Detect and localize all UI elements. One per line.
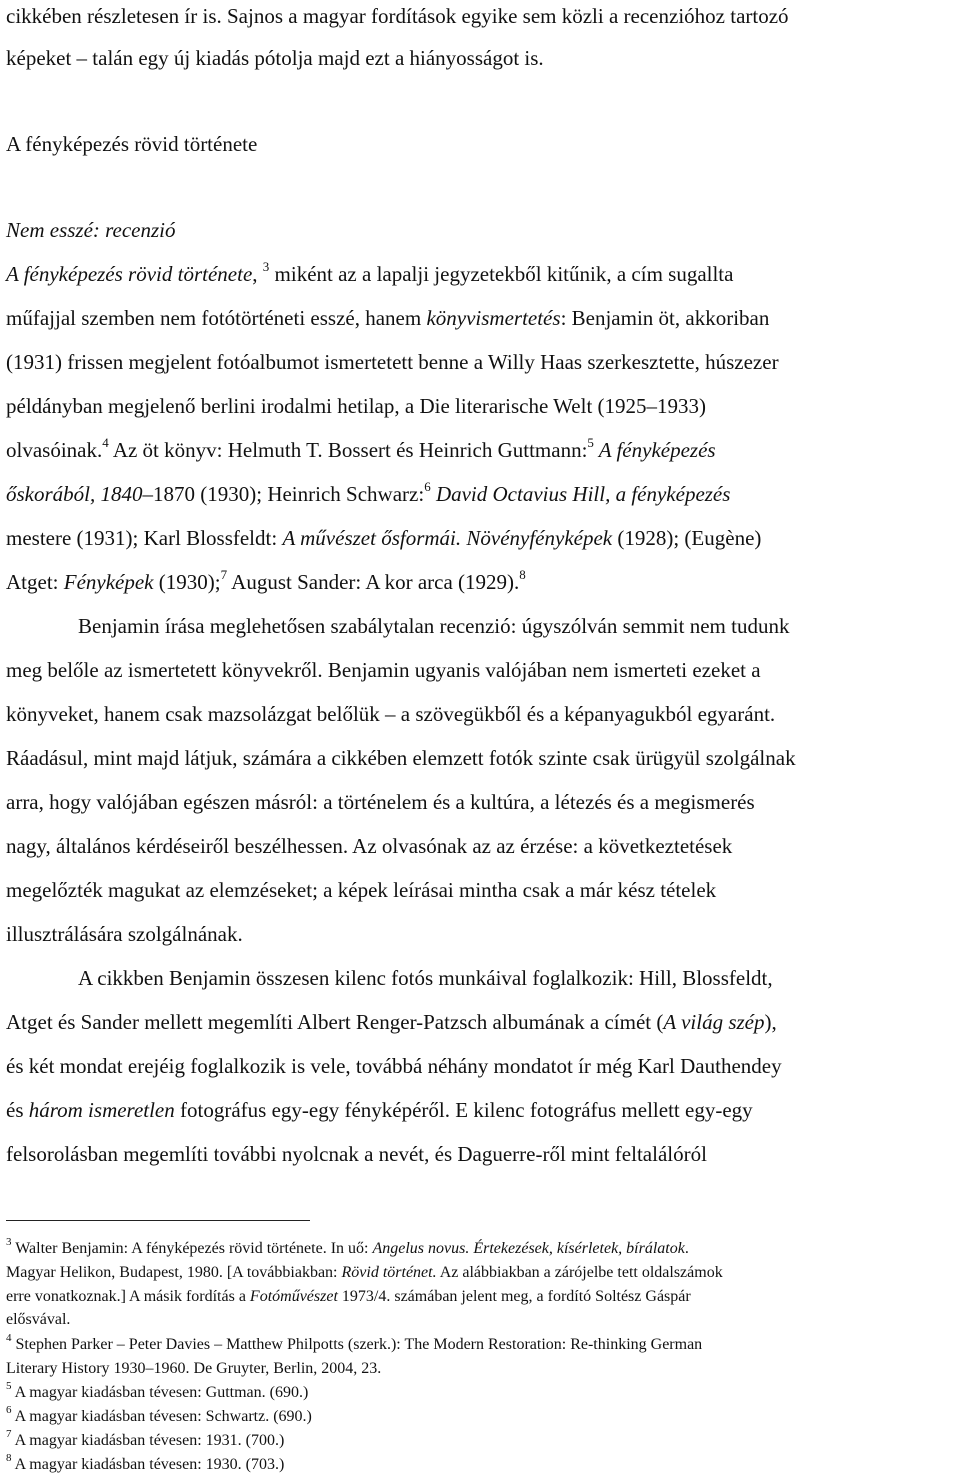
text-line: Benjamin írása meglehetősen szabálytalan recenzió: úgyszólván semmit nem tudunk [78,614,790,638]
text-line: könyveket, hanem csak mazsolázgat belőlük – a szövegükből és a képanyagukból egyaránt. [6,702,776,726]
footnote: $^7$ A magyar kiadásban tévesen: 1931. (700.) [6,1427,285,1449]
footnote-line: Magyar Helikon, Budapest, 1980. [A továbbiakban: Rövid történet. Az alábbiakban a zárójelbe tett oldalszámok [6,1264,723,1281]
text-line: és három ismeretlen fotográfus egy-egy fényképéről. E kilenc fotográfus mellett egy-egy [6,1098,753,1122]
text-line: képeket – talán egy új kiadás pótolja majd ezt a hiányosságot is. [6,46,544,70]
footnote-ref[interactable]: 5 [587,435,594,450]
footnote: $^4$ Stephen Parker – Peter Davies – Matthew Philpotts (szerk.): The Modern Restoration: Re-thinking German [6,1331,703,1353]
text-line: arra, hogy valójában egészen másról: a történelem és a kultúra, a létezés és a megismerés [6,790,755,814]
footnote: $^6$ A magyar kiadásban tévesen: Schwartz. (690.) [6,1403,312,1425]
text-line: megelőzték magukat az elemzéseket; a képek leírásai mintha csak a már kész tételek [6,878,717,902]
text-line: (1931) frissen megjelent fotóalbumot ismertetett benne a Willy Haas szerkesztette, húszezer [6,350,779,374]
text-line: nagy, általános kérdéseiről beszélhessen. Az olvasónak az az érzése: a következtetések [6,834,733,858]
text-line: illusztrálására szolgálnának. [6,922,243,946]
subheading: Nem esszé: recenzió [6,218,176,242]
text-line: Atget: Fényképek (1930);$^7$ August Sander: A kor arca (1929).$^8$ [6,567,526,594]
footnote-ref[interactable]: 8 [519,567,526,582]
text-line: Ráadásul, mint majd látjuk, számára a cikkében elemzett fotók szinte csak ürügyül szolgálnak [6,746,796,770]
footnote: $^3$ Walter Benjamin: A fényképezés rövid története. In uő: Angelus novus. Értekezések, kísérletek, bírálatok. [6,1235,689,1257]
text-line: olvasóinak.$^4$ Az öt könyv: Helmuth T. Bossert és Heinrich Guttmann:$^5$ A fényképezés [6,435,716,462]
text-line: példányban megjelenő berlini irodalmi hetilap, a Die literarische Welt (1925–1933) [6,394,707,418]
footnote-line: erre vonatkoznak.] A másik fordítás a Fotóművészet 1973/4. számában jelent meg, a fordító Soltész Gáspár [6,1288,691,1305]
footnote-separator [6,1220,310,1221]
text-line: felsorolásban megemlíti további nyolcnak a nevét, és Daguerre-ről mint feltalálóról [6,1142,707,1166]
text-line: Atget és Sander mellett megemlíti Albert Renger-Patzsch albumának a címét (A világ szép), [6,1010,777,1034]
footnote-line: elősvával. [6,1311,71,1328]
footnote-line: Literary History 1930–1960. De Gruyter, Berlin, 2004, 23. [6,1360,382,1377]
text-line: A fényképezés rövid története, $^3$ miként az a lapalji jegyzetekből kitűnik, a cím sugallta [6,259,734,286]
text-line: műfajjal szemben nem fotótörténeti esszé, hanem könyvismertetés: Benjamin öt, akkoriban [6,306,770,330]
footnote-ref[interactable]: 3 [262,259,270,274]
footnote-ref[interactable]: 7 [220,567,228,582]
text-line: A cikkben Benjamin összesen kilenc fotós munkáival foglalkozik: Hill, Blossfeldt, [78,966,773,990]
footnote: $^8$ A magyar kiadásban tévesen: 1930. (703.) [6,1451,285,1473]
footnote: $^5$ A magyar kiadásban tévesen: Guttman. (690.) [6,1379,309,1401]
footnote-ref[interactable]: 4 [102,435,109,450]
text-line: cikkében részletesen ír is. Sajnos a magyar fordítások egyike sem közli a recenzióhoz tartozó [6,4,789,28]
text-line: őskorából, 1840–1870 (1930); Heinrich Schwarz:$^6$ David Octavius Hill, a fényképezés [6,479,731,506]
text-line: meg belőle az ismertetett könyvekről. Benjamin ugyanis valójában nem ismerteti ezeket a [6,658,761,682]
footnote-ref[interactable]: 6 [424,479,431,494]
text-line: mestere (1931); Karl Blossfeldt: A művészet ősformái. Növényfényképek (1928); (Eugène) [6,526,762,550]
section-heading: A fényképezés rövid története [6,132,258,156]
text-line: és két mondat erejéig foglalkozik is vele, továbbá néhány mondatot ír még Karl Dauthendey [6,1054,782,1078]
